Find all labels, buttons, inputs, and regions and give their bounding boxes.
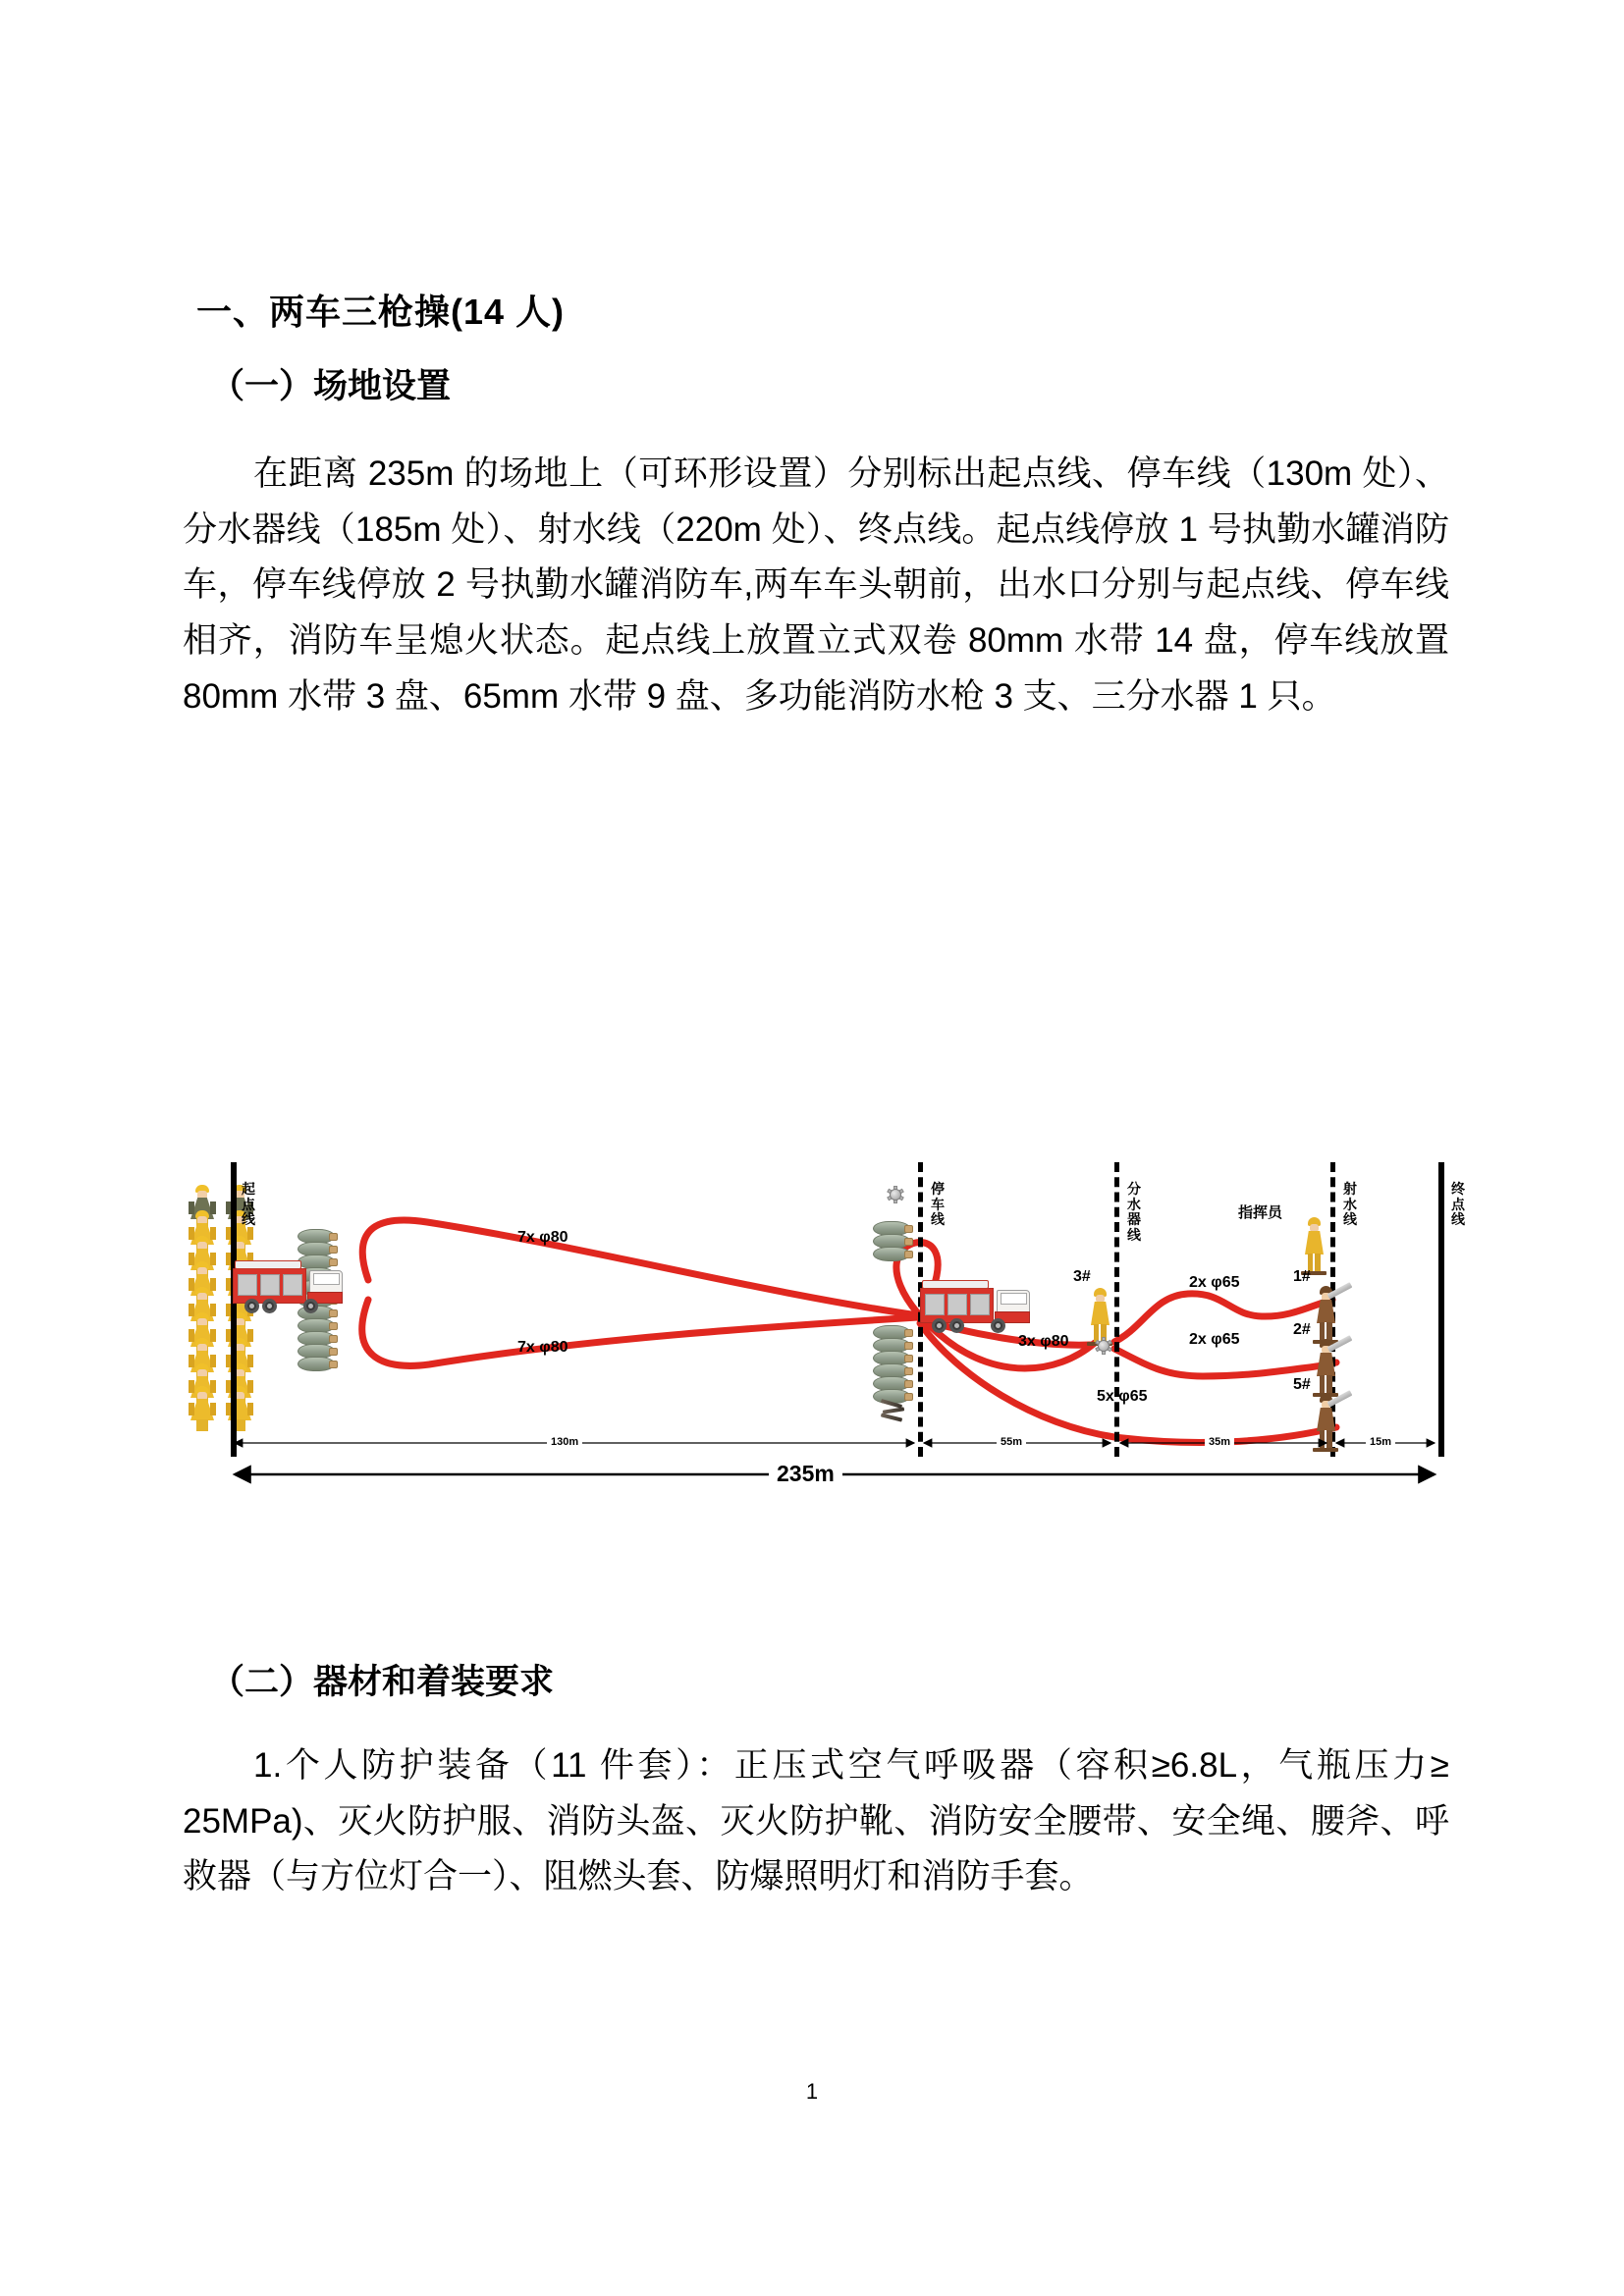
- subheading-venue-setup: （一）场地设置: [210, 367, 452, 405]
- paragraph-venue-setup: 在距离 235m 的场地上（可环形设置）分别标出起点线、停车线（130m 处）、分水器线（185m 处）、射水线（220m 处）、终点线。起点线停放 1 号执勤水罐消防车，停车线停放 2 号执勤水罐消防车,两车车头朝前，出水口分别与起点线、停车线相齐，消防车呈熄火状态。起点线上放置立式双卷 80mm 水带 14 盘，停车线放置 80mm 水带 3 盘、65mm 水带 9 盘、多功能消防水枪 3 支、三分水器 1 只。: [183, 454, 1449, 716]
- hose-label-65-branch-1: 2x φ65: [1189, 1274, 1240, 1291]
- hose-label-lower-80: 7x φ80: [517, 1339, 568, 1356]
- commander-label: 指挥员: [1238, 1204, 1283, 1221]
- firefighter-5-label: 5#: [1293, 1376, 1311, 1393]
- firefighter-2-label: 2#: [1293, 1321, 1311, 1338]
- hose-label-upper-80: 7x φ80: [517, 1229, 568, 1246]
- text-section-one: [183, 294, 1449, 724]
- dimension-55m: 55m: [997, 1436, 1026, 1448]
- divider-line-label: 分水器线: [1127, 1181, 1141, 1244]
- dimension-total-235m: 235m: [769, 1461, 842, 1487]
- page-number: 1: [805, 2079, 819, 2104]
- firefighter-3-label: 3#: [1073, 1268, 1091, 1285]
- dimension-15m: 15m: [1366, 1436, 1395, 1448]
- finish-line-label: 终点线: [1451, 1181, 1465, 1228]
- firefighter-1-label: 1#: [1293, 1268, 1311, 1285]
- jet-line-label: 射水线: [1343, 1181, 1357, 1228]
- hose-label-truck2-80: 3x φ80: [1018, 1333, 1069, 1350]
- dimension-130m: 130m: [547, 1436, 582, 1448]
- subheading-equipment: （二）器材和着装要求: [210, 1663, 555, 1701]
- dimension-35m: 35m: [1205, 1436, 1234, 1448]
- paragraph-equipment: 1.个人防护装备（11 件套）：正压式空气呼吸器（容积≥6.8L，气瓶压力≥ 25MPa)、灭火防护服、消防头盔、灭火防护靴、消防安全腰带、安全绳、腰斧、呼救器（与方位灯合一）、阻燃头套、防爆照明灯和消防手套。: [183, 1746, 1449, 1896]
- hose-label-65-branch-2: 2x φ65: [1189, 1331, 1240, 1348]
- drill-layout-diagram: [172, 1131, 1465, 1504]
- page-title: 一、两车三枪操(14 人): [196, 292, 566, 332]
- dimension-lines: [172, 1131, 1448, 1504]
- hose-label-65-main: 5x φ65: [1097, 1388, 1148, 1405]
- text-section-two: [183, 1665, 1449, 1905]
- parking-line-label: 停车线: [931, 1181, 945, 1228]
- start-line-label: 起点线: [242, 1181, 255, 1228]
